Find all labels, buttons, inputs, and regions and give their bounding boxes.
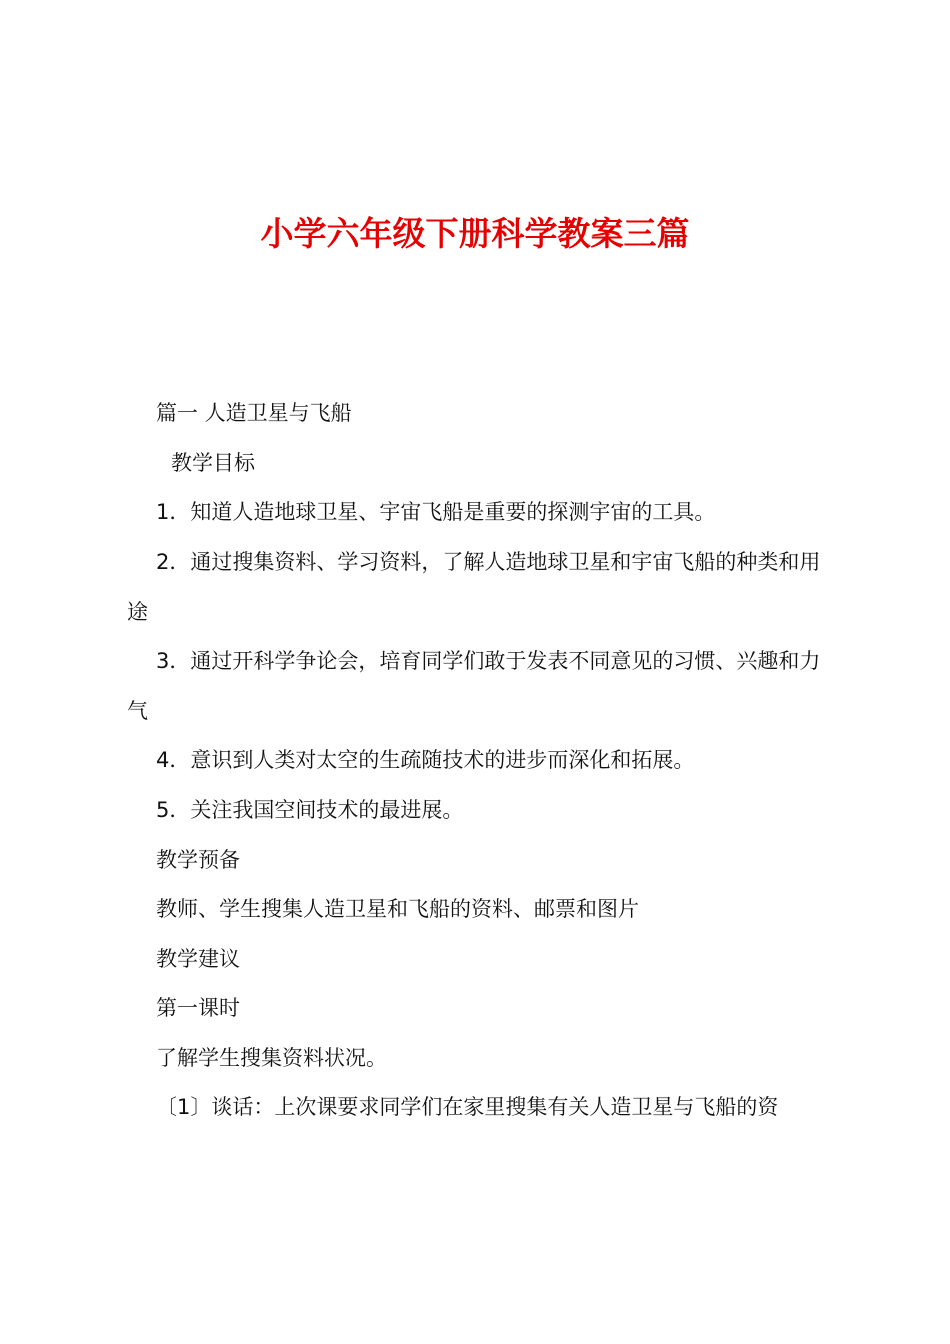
goal-item-5: 5．关注我国空间技术的最进展。 xyxy=(156,798,464,822)
preparation-text: 教师、学生搜集人造卫星和飞船的资料、邮票和图片 xyxy=(156,897,639,921)
lesson-talk: 〔1〕谈话：上次课要求同学们在家里搜集有关人造卫星与飞船的资 xyxy=(156,1095,779,1119)
goal-item-4: 4．意识到人类对太空的生疏随技术的进步而深化和拓展。 xyxy=(156,748,695,772)
section-heading: 篇一 人造卫星与飞船 xyxy=(156,401,352,425)
goal-item-2: 2．通过搜集资料、学习资料，了解人造地球卫星和宇宙飞船的种类和用途 xyxy=(127,550,821,624)
lesson-step: 了解学生搜集资料状况。 xyxy=(156,1046,387,1070)
subheading-preparation: 教学预备 xyxy=(156,848,240,872)
subheading-teaching-goals: 教学目标 xyxy=(171,451,255,475)
goal-item-1: 1．知道人造地球卫星、宇宙飞船是重要的探测宇宙的工具。 xyxy=(156,500,716,524)
document-title: 小学六年级下册科学教案三篇 xyxy=(260,214,690,253)
subheading-suggestions: 教学建议 xyxy=(156,947,240,971)
lesson-heading: 第一课时 xyxy=(156,996,240,1020)
goal-item-3: 3．通过开科学争论会，培育同学们敢于发表不同意见的习惯、兴趣和力气 xyxy=(127,649,821,723)
